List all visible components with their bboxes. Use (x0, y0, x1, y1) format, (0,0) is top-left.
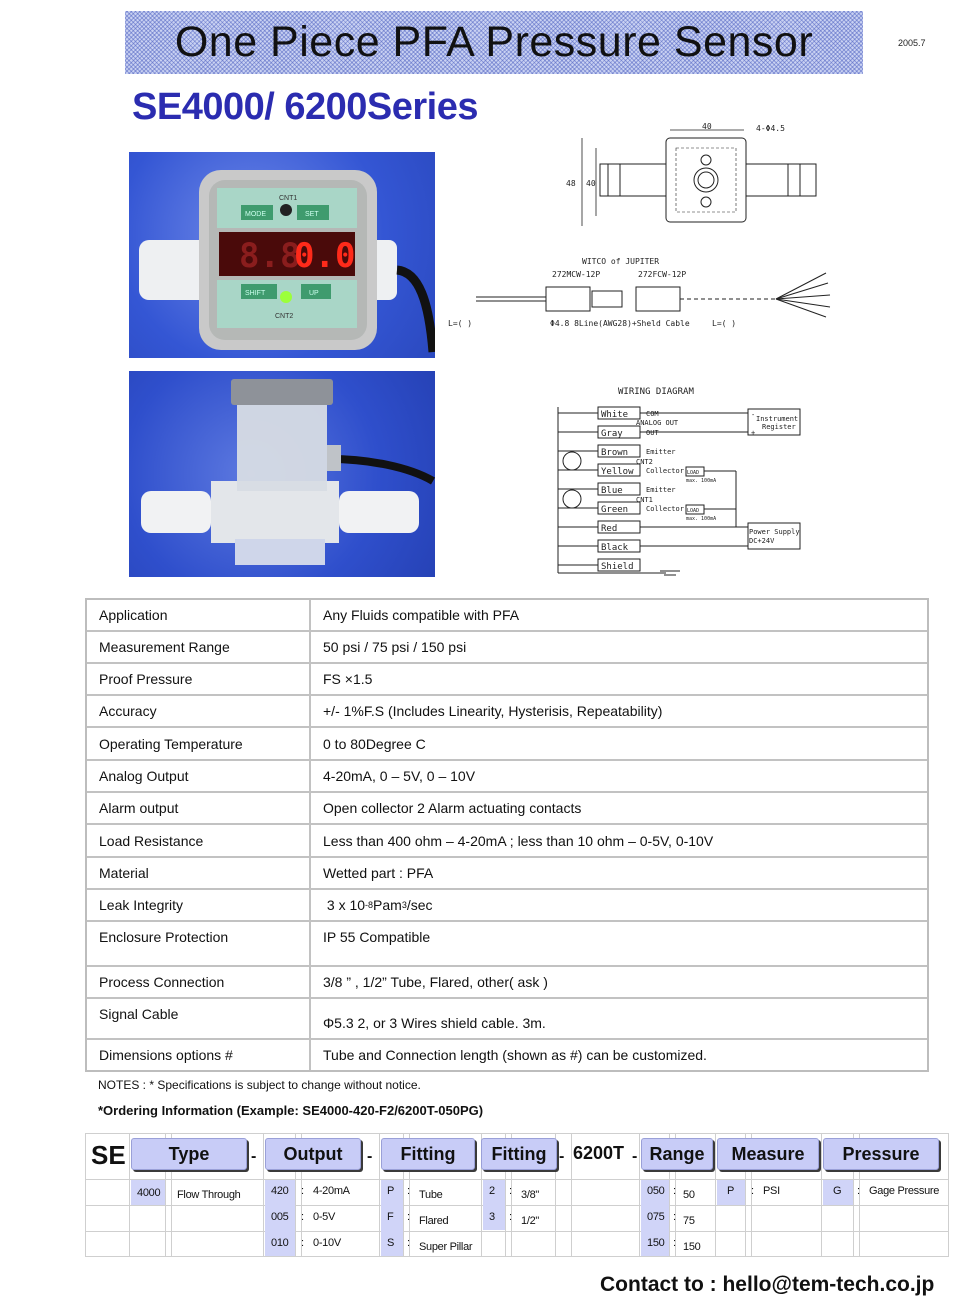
spec-value: Less than 400 ohm – 4-20mA ; less than 10 ohm – 0-5V, 0-10V (323, 832, 714, 849)
wire-label-yellow: Yellow (601, 467, 634, 477)
spec-label: Accuracy (87, 696, 311, 726)
wire-label-green: Green (601, 505, 629, 515)
spec-label: Leak Integrity (87, 890, 311, 920)
wiring-analog-out: ANALOG OUT (636, 419, 679, 427)
spec-label: Application (87, 600, 311, 630)
wiring-load-1: LOAD (687, 508, 700, 514)
fitting2-colon: : (509, 1185, 512, 1197)
grid-line (85, 1133, 949, 1134)
fitting2-desc: 1/2" (521, 1215, 539, 1227)
spec-label: Dimensions options # (87, 1040, 311, 1070)
spec-value (311, 890, 927, 920)
order-prefix-se: SE (91, 1140, 126, 1170)
order-dash: - (367, 1148, 373, 1165)
spec-value: Open collector 2 Alarm actuating contacts (323, 800, 582, 816)
wiring-emitter-1: Emitter (646, 486, 676, 494)
wiring-instrument: Instrument (756, 415, 799, 423)
grid-column-line (948, 1133, 949, 1257)
dimension-drawing (560, 120, 830, 230)
fitting2-colon: : (509, 1211, 512, 1223)
type-desc: Flow Through (177, 1189, 241, 1201)
fitting1-code: P (387, 1185, 395, 1197)
header-fitting-1: Fitting (381, 1138, 475, 1170)
table-row (87, 759, 927, 791)
wiring-voltage: DC+24V (749, 537, 775, 545)
dim-height-inner-text: 40 (586, 179, 596, 188)
leak-value-exp2: 3 (401, 900, 407, 910)
wiring-plus: + (751, 429, 756, 437)
range-colon: : (673, 1237, 676, 1249)
leak-value-exp: -8 (365, 900, 374, 910)
measure-desc: PSI (763, 1185, 780, 1197)
cable-length-left-text: L=( ) (448, 319, 473, 328)
ordering-grid (85, 1133, 949, 1257)
output-colon: : (301, 1211, 304, 1223)
spec-value: Any Fluids compatible with PFA (323, 607, 520, 623)
wiring-power: Power Supply (749, 528, 800, 536)
title-banner (125, 11, 863, 74)
output-desc: 4-20mA (313, 1185, 350, 1197)
table-row (87, 888, 927, 920)
spec-value: 50 psi / 75 psi / 150 psi (323, 639, 467, 655)
grid-line (85, 1179, 949, 1180)
header-fitting-2: Fitting (481, 1138, 557, 1170)
output-desc: 0-5V (313, 1211, 336, 1223)
sensor-side-photo (129, 371, 435, 577)
wire-label-blue: Blue (601, 486, 623, 496)
range-desc: 75 (683, 1215, 695, 1227)
spec-label: Alarm output (87, 793, 311, 823)
order-dash: - (251, 1148, 257, 1165)
wiring-load-max-2: max. 100mA (686, 478, 717, 484)
page-title: One Piece PFA Pressure Sensor (174, 18, 814, 66)
btn-set-label: SET (305, 211, 319, 218)
cable-right-part-text: 272FCW-12P (638, 270, 687, 279)
series-title: SE4000/ 6200Series (132, 86, 478, 128)
wiring-emitter-2: Emitter (646, 448, 676, 456)
spec-value: IP 55 Compatible (323, 929, 431, 945)
table-row (87, 662, 927, 694)
range-colon: : (673, 1185, 676, 1197)
header-measure: Measure (717, 1138, 819, 1170)
display-dim-digits: 8.8 (239, 236, 301, 276)
pressure-code: G (833, 1185, 842, 1197)
range-colon: : (673, 1211, 676, 1223)
grid-column-line (129, 1133, 130, 1257)
grid-line (85, 1205, 949, 1206)
spec-label: Material (87, 858, 311, 888)
table-row (87, 791, 927, 823)
output-colon: : (301, 1185, 304, 1197)
wiring-diagram (556, 385, 816, 580)
spec-label: Analog Output (87, 761, 311, 791)
measure-code: P (727, 1185, 735, 1197)
wiring-load-2: LOAD (687, 470, 700, 476)
spec-value: 4-20mA, 0 – 5V, 0 – 10V (323, 768, 476, 784)
output-code: 010 (271, 1237, 289, 1249)
cable-drawing (446, 255, 836, 335)
wiring-collector-1: Collector (646, 505, 684, 513)
panel-label-bottom: CNT2 (275, 313, 294, 320)
ordering-title: *Ordering Information (Example: SE4000-420-F2/6200T-050PG) (98, 1103, 484, 1118)
header-output: Output (265, 1138, 361, 1170)
spec-label: Operating Temperature (87, 728, 311, 759)
cable-maker-text: WITCO of JUPITER (582, 257, 660, 266)
wiring-title: WIRING DIAGRAM (618, 387, 694, 397)
wiring-com: COM (646, 410, 659, 418)
wiring-cnt2: CNT2 (636, 458, 653, 466)
table-row (87, 997, 927, 1038)
grid-line (85, 1231, 949, 1232)
fitting1-desc: Super Pillar (419, 1241, 473, 1253)
wire-label-gray: Gray (601, 429, 623, 439)
pressure-desc: Gage Pressure (869, 1185, 940, 1197)
fitting1-colon: : (407, 1185, 410, 1197)
grid-column-line (639, 1133, 640, 1257)
wiring-minus: - (751, 411, 756, 419)
sensor-front-photo (129, 152, 435, 358)
range-desc: 150 (683, 1241, 701, 1253)
wire-label-white: White (601, 410, 629, 420)
fitting1-desc: Flared (419, 1215, 449, 1227)
type-code: 4000 (137, 1187, 161, 1199)
spec-value: Wetted part : PFA (323, 865, 434, 881)
fitting1-code: S (387, 1237, 395, 1249)
output-colon: : (301, 1237, 304, 1249)
fitting2-code: 2 (489, 1185, 495, 1197)
document-date: 2005.7 (898, 38, 926, 48)
dim-width-text: 40 (702, 122, 712, 131)
spec-label: Load Resistance (87, 825, 311, 856)
spec-value: +/- 1%F.S (Includes Linearity, Hysterisis, Repeatability) (323, 703, 663, 719)
order-dash: - (559, 1148, 565, 1165)
fitting1-colon: : (407, 1211, 410, 1223)
table-row (87, 920, 927, 965)
output-desc: 0-10V (313, 1237, 341, 1249)
spec-value: 3/8 ” , 1/2” Tube, Flared, other( ask ) (323, 974, 548, 990)
spec-label: Enclosure Protection (87, 922, 311, 965)
range-code: 050 (647, 1185, 665, 1197)
spec-value: Φ5.3 2, or 3 Wires shield cable. 3m. (323, 1015, 546, 1031)
wiring-out: OUT (646, 429, 659, 437)
leak-value-a: 3 x 10 (323, 897, 366, 913)
order-6200t: 6200T (573, 1143, 625, 1163)
grid-column-line (379, 1133, 380, 1257)
table-row (87, 1038, 927, 1070)
wiring-load-max-1: max. 100mA (686, 516, 717, 522)
grid-column-line (821, 1133, 822, 1257)
wiring-cnt1: CNT1 (636, 496, 653, 504)
header-range: Range (641, 1138, 713, 1170)
order-dash: - (632, 1148, 638, 1165)
cable-left-part-text: 272MCW-12P (552, 270, 601, 279)
btn-shift-label: SHIFT (245, 290, 266, 297)
fitting1-desc: Tube (419, 1189, 443, 1201)
pressure-colon: : (857, 1185, 860, 1197)
fitting1-code: F (387, 1211, 394, 1223)
cable-length-right-text: L=( ) (712, 319, 737, 328)
leak-value-b: Pam (373, 897, 402, 913)
table-row (87, 694, 927, 726)
spec-label: Signal Cable (87, 999, 311, 1038)
header-pressure: Pressure (823, 1138, 939, 1170)
grid-column-line (715, 1133, 716, 1257)
spec-label: Proof Pressure (87, 664, 311, 694)
spec-value: 0 to 80Degree C (323, 735, 426, 752)
grid-column-line (571, 1133, 572, 1257)
range-code: 150 (647, 1237, 665, 1249)
panel-label-top: CNT1 (279, 195, 298, 202)
spec-label: Process Connection (87, 967, 311, 997)
spec-value: FS ×1.5 (323, 671, 373, 687)
grid-column-line (263, 1133, 264, 1257)
fitting2-code: 3 (489, 1211, 495, 1223)
table-row (87, 823, 927, 856)
wire-label-shield: Shield (601, 562, 634, 572)
table-row (87, 600, 927, 630)
fitting1-colon: : (407, 1237, 410, 1249)
output-code: 005 (271, 1211, 289, 1223)
cable-spec-text: Φ4.8 8Line(AWG28)+Sheld Cable (550, 319, 690, 328)
output-code: 420 (271, 1185, 289, 1197)
wiring-register: Register (762, 423, 796, 431)
dim-height-outer-text: 48 (566, 179, 576, 188)
fitting2-desc: 3/8" (521, 1189, 539, 1201)
wire-label-red: Red (601, 524, 618, 534)
btn-mode-label: MODE (245, 211, 266, 218)
display-lit-digits: 0.0 (294, 236, 356, 276)
wire-label-brown: Brown (601, 448, 629, 458)
spec-table (85, 598, 929, 1072)
spec-label: Measurement Range (87, 632, 311, 662)
wiring-collector-2: Collector (646, 467, 684, 475)
measure-colon: : (751, 1185, 754, 1197)
header-type: Type (131, 1138, 247, 1170)
table-row (87, 630, 927, 662)
table-row (87, 726, 927, 759)
leak-value-c: /sec (406, 897, 433, 913)
table-row (87, 965, 927, 997)
wire-label-black: Black (601, 543, 629, 553)
range-desc: 50 (683, 1189, 695, 1201)
grid-line (85, 1256, 949, 1257)
grid-column-line (85, 1133, 86, 1257)
btn-up-label: UP (309, 290, 319, 297)
table-row (87, 856, 927, 888)
notes-text: NOTES : * Specifications is subject to change without notice. (98, 1078, 421, 1092)
spec-value: Tube and Connection length (shown as #) can be customized. (323, 1047, 707, 1063)
range-code: 075 (647, 1211, 665, 1223)
dim-holes-text: 4-Φ4.5 (756, 124, 785, 133)
contact-line: Contact to : hello@tem-tech.co.jp (600, 1273, 935, 1296)
